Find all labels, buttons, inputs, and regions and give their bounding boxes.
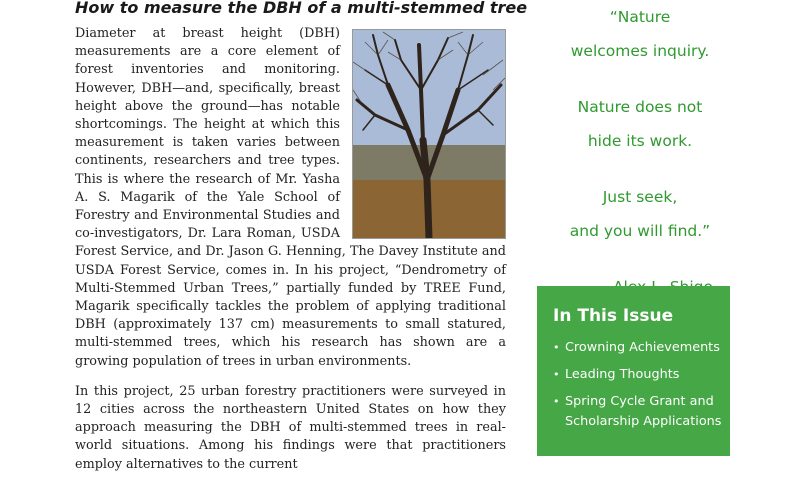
bullet-icon: • [553,341,560,354]
bullet-icon: • [553,368,560,381]
quote-line-5: Just seek, [602,188,678,206]
article-paragraph-2: In this project, 25 urban forestry practitioners were surveyed in 12 cities across the northeastern United States on how they approach measuring the DBH of multi-stemmed trees in real-world situations. Among his findings were that practitioners employ alternatives to the current [75,383,506,472]
bullet-icon: • [553,395,560,408]
issue-item-leading-thoughts[interactable] [553,365,730,385]
issue-item-spring-cycle-grant[interactable] [553,392,730,432]
quote-line-4: hide its work. [587,132,693,150]
in-this-issue-list [537,338,730,432]
quote-line-1: “Nature [609,8,671,26]
issue-item-label: Crowning Achievements [565,340,720,355]
multi-stemmed-tree-photo [352,29,506,239]
article-paragraph-1: Diameter at breast height (DBH) measurements are a core element of forest inventories and monitoring. However, DBH—and, specifically, breast height above the ground—has notable shortcomings. The height at which this measurement is taken varies between continents, researchers and tree types. This is where the research of Mr. Yasha A. S. Magarik of the Yale School of Forestry and Environmental Studies and co-investigators, Dr. Lara Roman, USDA Forest Service, and Dr. Jason G. Henning, The Davey Institute and USDA Forest Service, comes in. In his project, “Dendrometry of Multi-Stemmed Urban Trees,” partially funded by TREE Fund, Magarik specifically tackles the problem of applying traditional DBH (approximately 137 cm) measurements to small statured, multi-stemmed trees, which his research has shown are a growing population of trees in urban environments. [75,26,506,369]
issue-item-crowning-achievements[interactable] [553,338,730,358]
in-this-issue-box [537,286,730,456]
issue-item-label: Spring Cycle Grant and Scholarship Applications [565,394,722,429]
in-this-issue-heading: In This Issue [553,306,674,326]
article-title: How to measure the DBH of a multi-stemmed tree [75,0,528,17]
pull-quote [545,0,735,304]
article-body [75,25,506,486]
quote-line-6: and you will find.” [569,222,711,240]
quote-line-3: Nature does not [577,98,703,116]
issue-item-label: Leading Thoughts [565,367,680,382]
quote-line-2: welcomes inquiry. [570,42,710,60]
